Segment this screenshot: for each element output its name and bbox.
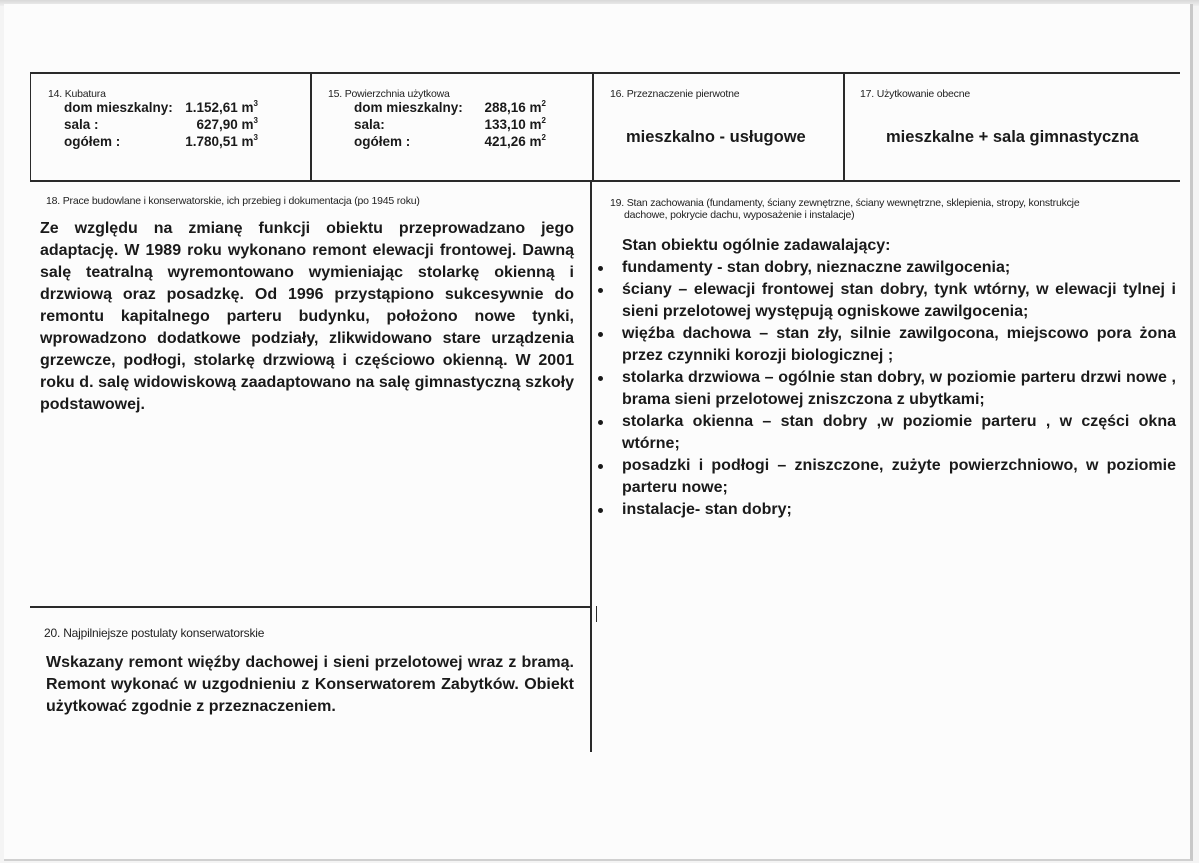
main-divider	[590, 180, 592, 752]
list-item: ściany – elewacji frontowej stan dobry, tynk wtórny, w elewacji tylnej i sieni przelotowej występują ogniskowe zawilgocenia;	[596, 279, 1176, 323]
sec19-label-line2: dachowe, pokrycie dachu, wyposażenie i instalacje)	[624, 209, 855, 221]
sec14-label: 14. Kubatura	[48, 88, 106, 100]
list-item: stolarka drzwiowa – ogólnie stan dobry, w poziomie parteru drzwi nowe , brama sieni przelotowej zniszczona z ubytkami;	[596, 367, 1176, 411]
sec15-label: 15. Powierzchnia użytkowa	[328, 88, 450, 100]
top-rule	[30, 72, 1180, 74]
sec14-row-value: 627,90 $m^3$	[196, 116, 258, 132]
list-item: instalacje- stan dobry;	[596, 499, 1176, 521]
list-item: więźba dachowa – stan zły, silnie zawilgocona, miejscowo pora żona przez czynniki korozji biologicznej ;	[596, 323, 1176, 367]
sec19-intro: Stan obiektu ogólnie zadawalający:	[622, 237, 891, 254]
sec14-row-key: sala :	[64, 117, 99, 132]
sec15-rows	[354, 99, 546, 150]
sec19-list	[596, 257, 1176, 521]
sec20-paragraph: Wskazany remont więźby dachowej i sieni przelotowej wraz z bramą. Remont wykonać w uzgodnieniu z Konserwatorem Zabytków. Obiekt użytkować zgodnie z przeznaczeniem.	[46, 654, 574, 715]
sec16-label: 16. Przeznaczenie pierwotne	[610, 88, 740, 100]
divider-14-15	[310, 72, 312, 182]
sec18-text	[40, 218, 574, 416]
sec19-label	[610, 197, 1079, 221]
sec20-top-rule	[30, 606, 590, 608]
sec18-paragraph: Ze względu na zmianę funkcji obiektu przeprowadzano jego adaptację. W 1989 roku wykonano remont elewacji frontowej. Dawną salę teatralną wyremontowano wymieniając stolarkę okienną i drzwiową oraz posadzkę. Od 1996 przystąpiono sukcesywnie do remontu kapitalnego parteru budynku, położono nowe tynki, wprowadzono dodatkowe podziały, zlikwidowano stare urządzenia grzewcze, podłogi, stolarkę drzwiową i częściowo okienną. W 2001 roku d. salę widowiskową zaadaptowano na salę gimnastyczną szkoły podstawowej.	[40, 220, 574, 413]
sec20-label: 20. Najpilniejsze postulaty konserwatorskie	[44, 626, 265, 640]
tick-mark	[596, 606, 597, 622]
list-item: fundamenty - stan dobry, nieznaczne zawilgocenia;	[596, 257, 1176, 279]
sec18-label: 18. Prace budowlane i konserwatorskie, ich przebieg i dokumentacja (po 1945 roku)	[46, 195, 420, 207]
sec15-row-value: 288,16 $m^2$	[484, 99, 546, 115]
sec15-row-value: 133,10 $m^2$	[484, 116, 546, 132]
divider-16-17	[843, 72, 845, 182]
divider-15-16	[592, 72, 594, 182]
sec14-row	[64, 116, 258, 133]
sec17-value: mieszkalne + sala gimnastyczna	[886, 128, 1139, 146]
sec16-value: mieszkalno - usługowe	[626, 128, 806, 146]
sec19-label-line1: 19. Stan zachowania (fundamenty, ściany zewnętrzne, ściany wewnętrzne, sklepienia, stropy, konstrukcje	[610, 197, 1080, 209]
header-bottom-rule	[30, 180, 1180, 182]
sec14-row-key: ogółem :	[64, 134, 121, 149]
list-item: posadzki i podłogi – zniszczone, zużyte powierzchniowo, w poziomie parteru nowe;	[596, 455, 1176, 499]
sec19-text	[596, 235, 1176, 521]
left-margin-rule	[30, 72, 31, 182]
sec17-label: 17. Użytkowanie obecne	[860, 88, 971, 100]
sec15-row-value: 421,26 $m^2$	[484, 133, 546, 149]
sec15-row	[354, 116, 546, 133]
list-item: stolarka okienna – stan dobry ,w poziomie parteru , w części okna wtórne;	[596, 411, 1176, 455]
sec15-row-key: ogółem :	[354, 134, 411, 149]
sec14-rows	[64, 99, 258, 150]
sec15-row-key: sala:	[354, 117, 385, 132]
sec20-text	[46, 652, 574, 718]
sec14-row-value: 1.780,51 $m^3$	[185, 133, 258, 149]
sec15-row	[354, 133, 546, 150]
sec14-row	[64, 99, 258, 116]
sec14-row-value: 1.152,61 $m^3$	[185, 99, 258, 115]
sec14-row	[64, 133, 258, 150]
sec14-row-key: dom mieszkalny:	[64, 100, 173, 115]
sec15-row	[354, 99, 546, 116]
sec15-row-key: dom mieszkalny:	[354, 100, 463, 115]
